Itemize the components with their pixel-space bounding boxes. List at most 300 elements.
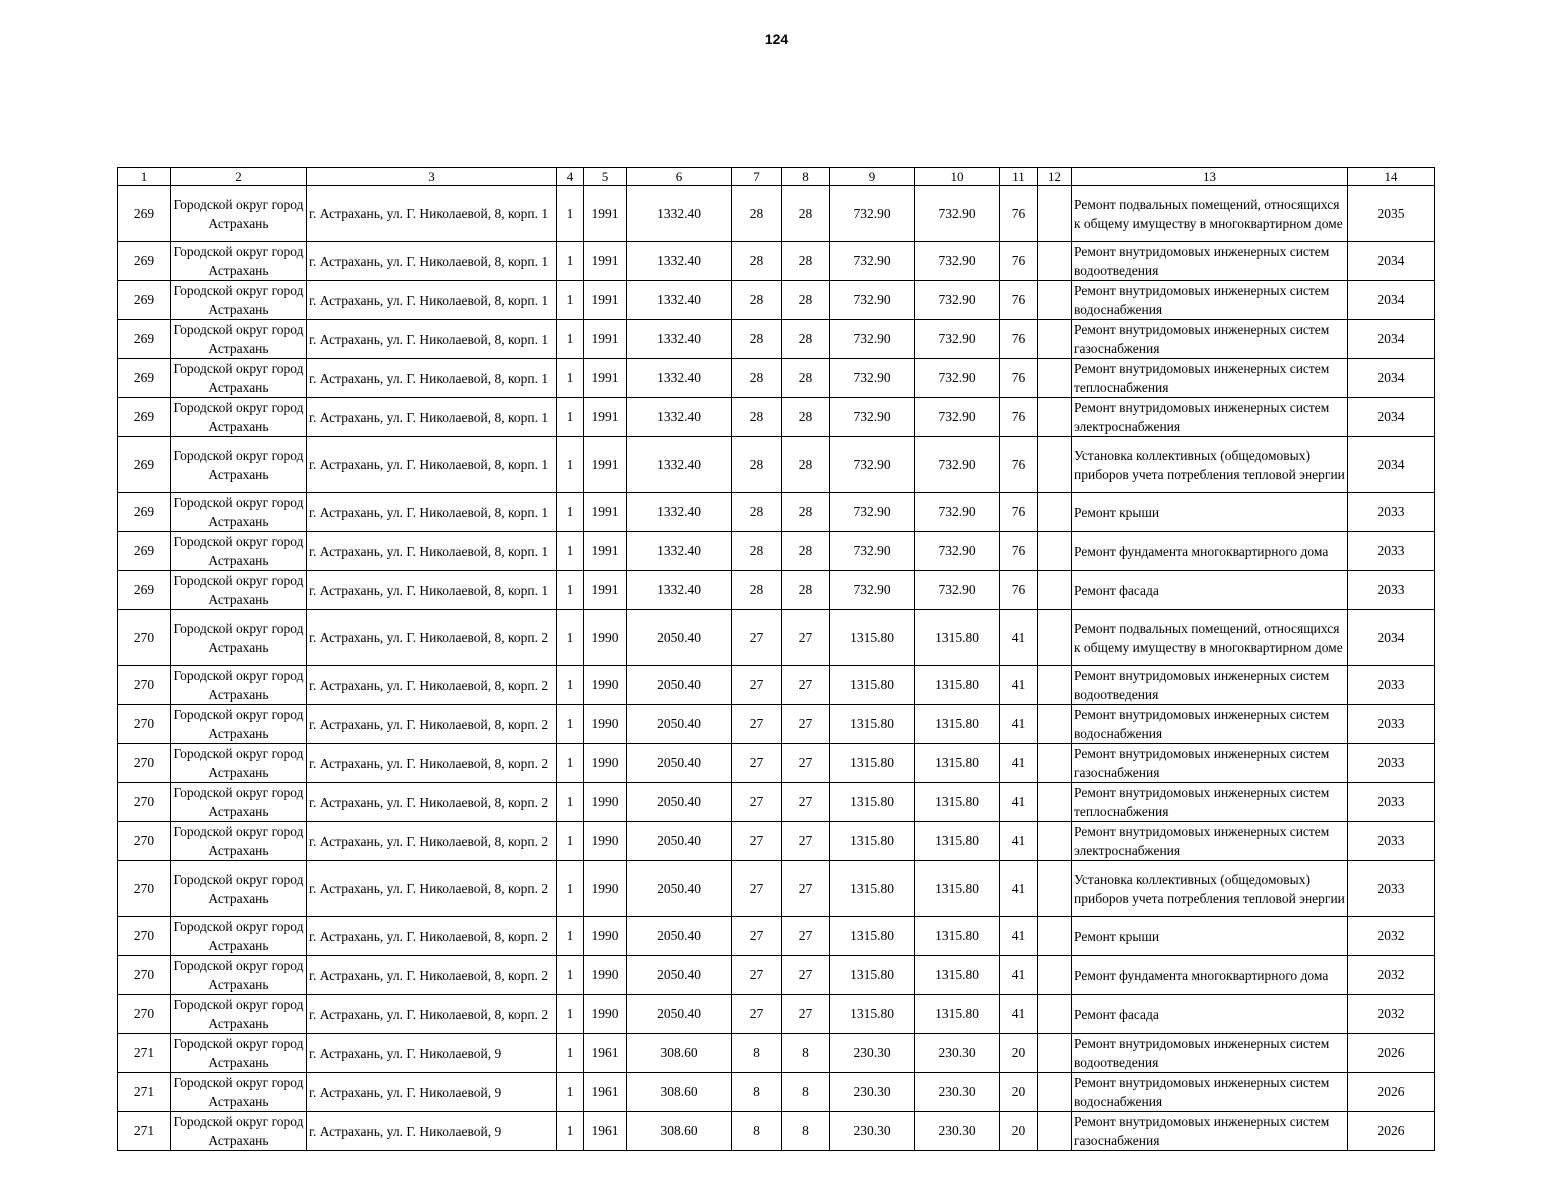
cell-col-3: г. Астрахань, ул. Г. Николаевой, 8, корп. 2 bbox=[307, 917, 557, 956]
cell-col-11: 41 bbox=[1000, 917, 1038, 956]
cell-col-7: 27 bbox=[732, 610, 782, 666]
cell-col-9: 732.90 bbox=[830, 532, 915, 571]
cell-col-10: 1315.80 bbox=[915, 610, 1000, 666]
cell-col-7: 27 bbox=[732, 705, 782, 744]
cell-col-12 bbox=[1038, 493, 1072, 532]
cell-col-10: 1315.80 bbox=[915, 861, 1000, 917]
cell-col-6: 2050.40 bbox=[627, 705, 732, 744]
cell-col-5: 1990 bbox=[584, 666, 627, 705]
cell-col-10: 230.30 bbox=[915, 1034, 1000, 1073]
cell-col-10: 732.90 bbox=[915, 437, 1000, 493]
cell-col-5: 1990 bbox=[584, 610, 627, 666]
cell-col-9: 732.90 bbox=[830, 571, 915, 610]
cell-col-9: 1315.80 bbox=[830, 610, 915, 666]
cell-col-12 bbox=[1038, 822, 1072, 861]
cell-col-10: 230.30 bbox=[915, 1112, 1000, 1151]
cell-col-2: Городской округ город Астрахань bbox=[171, 705, 307, 744]
cell-col-4: 1 bbox=[557, 610, 584, 666]
cell-col-2: Городской округ город Астрахань bbox=[171, 320, 307, 359]
cell-col-6: 1332.40 bbox=[627, 493, 732, 532]
cell-col-5: 1991 bbox=[584, 437, 627, 493]
cell-col-10: 732.90 bbox=[915, 281, 1000, 320]
cell-col-9: 1315.80 bbox=[830, 744, 915, 783]
cell-col-4: 1 bbox=[557, 705, 584, 744]
cell-col-11: 76 bbox=[1000, 281, 1038, 320]
column-number-4: 4 bbox=[557, 168, 584, 186]
cell-col-9: 1315.80 bbox=[830, 783, 915, 822]
cell-col-2: Городской округ город Астрахань bbox=[171, 1073, 307, 1112]
cell-col-14: 2034 bbox=[1348, 398, 1435, 437]
cell-col-2: Городской округ город Астрахань bbox=[171, 281, 307, 320]
cell-col-8: 28 bbox=[782, 532, 830, 571]
cell-col-6: 1332.40 bbox=[627, 320, 732, 359]
cell-col-4: 1 bbox=[557, 1073, 584, 1112]
cell-col-4: 1 bbox=[557, 186, 584, 242]
cell-col-1: 270 bbox=[118, 744, 171, 783]
cell-col-4: 1 bbox=[557, 995, 584, 1034]
column-number-9: 9 bbox=[830, 168, 915, 186]
cell-col-7: 28 bbox=[732, 281, 782, 320]
cell-col-5: 1991 bbox=[584, 493, 627, 532]
cell-col-4: 1 bbox=[557, 398, 584, 437]
cell-col-14: 2032 bbox=[1348, 956, 1435, 995]
cell-col-8: 27 bbox=[782, 744, 830, 783]
cell-col-7: 28 bbox=[732, 359, 782, 398]
cell-col-14: 2033 bbox=[1348, 571, 1435, 610]
cell-col-6: 1332.40 bbox=[627, 437, 732, 493]
cell-col-7: 27 bbox=[732, 861, 782, 917]
cell-col-2: Городской округ город Астрахань bbox=[171, 398, 307, 437]
cell-col-8: 28 bbox=[782, 281, 830, 320]
cell-col-3: г. Астрахань, ул. Г. Николаевой, 8, корп. 2 bbox=[307, 705, 557, 744]
cell-col-5: 1991 bbox=[584, 320, 627, 359]
cell-col-5: 1990 bbox=[584, 705, 627, 744]
cell-col-3: г. Астрахань, ул. Г. Николаевой, 8, корп. 1 bbox=[307, 437, 557, 493]
cell-col-10: 1315.80 bbox=[915, 744, 1000, 783]
cell-col-5: 1991 bbox=[584, 242, 627, 281]
cell-col-10: 732.90 bbox=[915, 571, 1000, 610]
cell-col-11: 76 bbox=[1000, 320, 1038, 359]
cell-col-7: 27 bbox=[732, 917, 782, 956]
cell-col-7: 28 bbox=[732, 398, 782, 437]
cell-col-13: Ремонт внутридомовых инженерных систем электроснабжения bbox=[1072, 398, 1348, 437]
cell-col-8: 28 bbox=[782, 493, 830, 532]
cell-col-8: 27 bbox=[782, 995, 830, 1034]
cell-col-11: 41 bbox=[1000, 783, 1038, 822]
cell-col-1: 270 bbox=[118, 956, 171, 995]
cell-col-14: 2034 bbox=[1348, 320, 1435, 359]
cell-col-2: Городской округ город Астрахань bbox=[171, 861, 307, 917]
cell-col-3: г. Астрахань, ул. Г. Николаевой, 8, корп. 1 bbox=[307, 242, 557, 281]
cell-col-6: 1332.40 bbox=[627, 398, 732, 437]
cell-col-13: Ремонт внутридомовых инженерных систем газоснабжения bbox=[1072, 1112, 1348, 1151]
cell-col-8: 27 bbox=[782, 666, 830, 705]
cell-col-5: 1990 bbox=[584, 861, 627, 917]
cell-col-12 bbox=[1038, 610, 1072, 666]
cell-col-11: 76 bbox=[1000, 493, 1038, 532]
cell-col-13: Ремонт внутридомовых инженерных систем водоснабжения bbox=[1072, 705, 1348, 744]
table-row bbox=[118, 744, 1435, 783]
cell-col-9: 732.90 bbox=[830, 186, 915, 242]
column-number-7: 7 bbox=[732, 168, 782, 186]
cell-col-6: 308.60 bbox=[627, 1112, 732, 1151]
cell-col-12 bbox=[1038, 783, 1072, 822]
cell-col-11: 76 bbox=[1000, 437, 1038, 493]
cell-col-10: 732.90 bbox=[915, 493, 1000, 532]
cell-col-7: 28 bbox=[732, 186, 782, 242]
cell-col-12 bbox=[1038, 917, 1072, 956]
cell-col-12 bbox=[1038, 437, 1072, 493]
cell-col-14: 2026 bbox=[1348, 1112, 1435, 1151]
cell-col-9: 1315.80 bbox=[830, 822, 915, 861]
cell-col-11: 41 bbox=[1000, 822, 1038, 861]
cell-col-3: г. Астрахань, ул. Г. Николаевой, 9 bbox=[307, 1112, 557, 1151]
cell-col-9: 732.90 bbox=[830, 242, 915, 281]
cell-col-1: 271 bbox=[118, 1112, 171, 1151]
cell-col-9: 1315.80 bbox=[830, 705, 915, 744]
cell-col-13: Установка коллективных (общедомовых) приборов учета потребления тепловой энергии bbox=[1072, 861, 1348, 917]
cell-col-5: 1990 bbox=[584, 783, 627, 822]
table-row bbox=[118, 493, 1435, 532]
table-row bbox=[118, 956, 1435, 995]
cell-col-13: Ремонт крыши bbox=[1072, 493, 1348, 532]
cell-col-14: 2026 bbox=[1348, 1034, 1435, 1073]
cell-col-5: 1991 bbox=[584, 398, 627, 437]
cell-col-1: 269 bbox=[118, 493, 171, 532]
cell-col-8: 28 bbox=[782, 359, 830, 398]
cell-col-10: 1315.80 bbox=[915, 956, 1000, 995]
cell-col-8: 27 bbox=[782, 783, 830, 822]
cell-col-14: 2033 bbox=[1348, 783, 1435, 822]
cell-col-2: Городской округ город Астрахань bbox=[171, 1034, 307, 1073]
cell-col-14: 2026 bbox=[1348, 1073, 1435, 1112]
cell-col-5: 1990 bbox=[584, 744, 627, 783]
cell-col-2: Городской округ город Астрахань bbox=[171, 956, 307, 995]
cell-col-2: Городской округ город Астрахань bbox=[171, 995, 307, 1034]
cell-col-10: 230.30 bbox=[915, 1073, 1000, 1112]
cell-col-14: 2033 bbox=[1348, 861, 1435, 917]
cell-col-12 bbox=[1038, 398, 1072, 437]
table-row bbox=[118, 532, 1435, 571]
cell-col-2: Городской округ город Астрахань bbox=[171, 744, 307, 783]
cell-col-13: Ремонт внутридомовых инженерных систем теплоснабжения bbox=[1072, 783, 1348, 822]
cell-col-5: 1991 bbox=[584, 186, 627, 242]
cell-col-4: 1 bbox=[557, 532, 584, 571]
cell-col-10: 1315.80 bbox=[915, 705, 1000, 744]
capital-repair-table bbox=[117, 167, 1435, 1151]
cell-col-1: 270 bbox=[118, 783, 171, 822]
cell-col-6: 1332.40 bbox=[627, 281, 732, 320]
cell-col-4: 1 bbox=[557, 1034, 584, 1073]
cell-col-13: Ремонт внутридомовых инженерных систем водоснабжения bbox=[1072, 1073, 1348, 1112]
column-number-13: 13 bbox=[1072, 168, 1348, 186]
cell-col-11: 41 bbox=[1000, 956, 1038, 995]
cell-col-12 bbox=[1038, 1112, 1072, 1151]
cell-col-13: Ремонт внутридомовых инженерных систем теплоснабжения bbox=[1072, 359, 1348, 398]
cell-col-3: г. Астрахань, ул. Г. Николаевой, 8, корп. 1 bbox=[307, 532, 557, 571]
cell-col-11: 41 bbox=[1000, 666, 1038, 705]
page-number: 124 bbox=[764, 31, 789, 47]
cell-col-1: 269 bbox=[118, 242, 171, 281]
table-row bbox=[118, 242, 1435, 281]
cell-col-5: 1991 bbox=[584, 571, 627, 610]
table-row bbox=[118, 705, 1435, 744]
cell-col-13: Ремонт внутридомовых инженерных систем водоснабжения bbox=[1072, 281, 1348, 320]
cell-col-7: 28 bbox=[732, 571, 782, 610]
cell-col-5: 1991 bbox=[584, 281, 627, 320]
cell-col-12 bbox=[1038, 744, 1072, 783]
cell-col-3: г. Астрахань, ул. Г. Николаевой, 8, корп. 2 bbox=[307, 666, 557, 705]
cell-col-12 bbox=[1038, 1034, 1072, 1073]
cell-col-7: 8 bbox=[732, 1034, 782, 1073]
cell-col-12 bbox=[1038, 281, 1072, 320]
table-row bbox=[118, 571, 1435, 610]
table-row bbox=[118, 186, 1435, 242]
cell-col-3: г. Астрахань, ул. Г. Николаевой, 8, корп. 1 bbox=[307, 398, 557, 437]
cell-col-12 bbox=[1038, 571, 1072, 610]
column-number-row bbox=[118, 168, 1435, 186]
cell-col-6: 1332.40 bbox=[627, 571, 732, 610]
cell-col-7: 27 bbox=[732, 956, 782, 995]
cell-col-1: 271 bbox=[118, 1034, 171, 1073]
cell-col-10: 732.90 bbox=[915, 532, 1000, 571]
cell-col-11: 41 bbox=[1000, 705, 1038, 744]
column-number-12: 12 bbox=[1038, 168, 1072, 186]
cell-col-12 bbox=[1038, 532, 1072, 571]
cell-col-9: 230.30 bbox=[830, 1034, 915, 1073]
cell-col-1: 269 bbox=[118, 437, 171, 493]
table-row bbox=[118, 1112, 1435, 1151]
cell-col-1: 269 bbox=[118, 320, 171, 359]
cell-col-2: Городской округ город Астрахань bbox=[171, 783, 307, 822]
cell-col-1: 270 bbox=[118, 822, 171, 861]
cell-col-1: 270 bbox=[118, 861, 171, 917]
cell-col-14: 2033 bbox=[1348, 666, 1435, 705]
cell-col-9: 1315.80 bbox=[830, 995, 915, 1034]
cell-col-13: Ремонт подвальных помещений, относящихся к общему имуществу в многоквартирном доме bbox=[1072, 610, 1348, 666]
cell-col-12 bbox=[1038, 956, 1072, 995]
cell-col-7: 8 bbox=[732, 1073, 782, 1112]
cell-col-8: 28 bbox=[782, 320, 830, 359]
cell-col-7: 8 bbox=[732, 1112, 782, 1151]
column-number-2: 2 bbox=[171, 168, 307, 186]
table-row bbox=[118, 1034, 1435, 1073]
cell-col-14: 2033 bbox=[1348, 822, 1435, 861]
cell-col-10: 732.90 bbox=[915, 186, 1000, 242]
cell-col-9: 732.90 bbox=[830, 493, 915, 532]
cell-col-9: 1315.80 bbox=[830, 861, 915, 917]
cell-col-4: 1 bbox=[557, 917, 584, 956]
cell-col-14: 2035 bbox=[1348, 186, 1435, 242]
cell-col-4: 1 bbox=[557, 571, 584, 610]
cell-col-4: 1 bbox=[557, 783, 584, 822]
cell-col-4: 1 bbox=[557, 437, 584, 493]
cell-col-3: г. Астрахань, ул. Г. Николаевой, 9 bbox=[307, 1034, 557, 1073]
cell-col-10: 1315.80 bbox=[915, 783, 1000, 822]
cell-col-1: 269 bbox=[118, 398, 171, 437]
cell-col-5: 1961 bbox=[584, 1073, 627, 1112]
column-number-1: 1 bbox=[118, 168, 171, 186]
cell-col-8: 8 bbox=[782, 1073, 830, 1112]
cell-col-14: 2034 bbox=[1348, 359, 1435, 398]
column-number-3: 3 bbox=[307, 168, 557, 186]
cell-col-13: Ремонт крыши bbox=[1072, 917, 1348, 956]
cell-col-12 bbox=[1038, 359, 1072, 398]
cell-col-9: 1315.80 bbox=[830, 917, 915, 956]
cell-col-6: 1332.40 bbox=[627, 186, 732, 242]
table-row bbox=[118, 995, 1435, 1034]
cell-col-1: 270 bbox=[118, 995, 171, 1034]
cell-col-2: Городской округ город Астрахань bbox=[171, 359, 307, 398]
cell-col-8: 8 bbox=[782, 1112, 830, 1151]
cell-col-4: 1 bbox=[557, 493, 584, 532]
cell-col-12 bbox=[1038, 705, 1072, 744]
cell-col-1: 269 bbox=[118, 359, 171, 398]
cell-col-3: г. Астрахань, ул. Г. Николаевой, 8, корп. 1 bbox=[307, 359, 557, 398]
cell-col-3: г. Астрахань, ул. Г. Николаевой, 8, корп. 1 bbox=[307, 493, 557, 532]
cell-col-12 bbox=[1038, 666, 1072, 705]
cell-col-8: 28 bbox=[782, 571, 830, 610]
table-row bbox=[118, 917, 1435, 956]
cell-col-4: 1 bbox=[557, 281, 584, 320]
cell-col-9: 732.90 bbox=[830, 281, 915, 320]
table-row bbox=[118, 666, 1435, 705]
cell-col-4: 1 bbox=[557, 666, 584, 705]
cell-col-12 bbox=[1038, 242, 1072, 281]
cell-col-12 bbox=[1038, 320, 1072, 359]
cell-col-8: 28 bbox=[782, 242, 830, 281]
cell-col-11: 41 bbox=[1000, 861, 1038, 917]
column-number-5: 5 bbox=[584, 168, 627, 186]
cell-col-13: Ремонт внутридомовых инженерных систем газоснабжения bbox=[1072, 744, 1348, 783]
cell-col-6: 2050.40 bbox=[627, 917, 732, 956]
cell-col-13: Ремонт фундамента многоквартирного дома bbox=[1072, 532, 1348, 571]
cell-col-13: Ремонт внутридомовых инженерных систем электроснабжения bbox=[1072, 822, 1348, 861]
cell-col-14: 2033 bbox=[1348, 493, 1435, 532]
cell-col-13: Ремонт фасада bbox=[1072, 571, 1348, 610]
cell-col-13: Ремонт подвальных помещений, относящихся к общему имуществу в многоквартирном доме bbox=[1072, 186, 1348, 242]
cell-col-11: 76 bbox=[1000, 398, 1038, 437]
table-row bbox=[118, 1073, 1435, 1112]
cell-col-10: 1315.80 bbox=[915, 822, 1000, 861]
cell-col-4: 1 bbox=[557, 242, 584, 281]
cell-col-12 bbox=[1038, 1073, 1072, 1112]
cell-col-1: 269 bbox=[118, 532, 171, 571]
cell-col-13: Установка коллективных (общедомовых) приборов учета потребления тепловой энергии bbox=[1072, 437, 1348, 493]
table-row bbox=[118, 783, 1435, 822]
cell-col-2: Городской округ город Астрахань bbox=[171, 242, 307, 281]
cell-col-7: 27 bbox=[732, 783, 782, 822]
cell-col-1: 271 bbox=[118, 1073, 171, 1112]
cell-col-8: 28 bbox=[782, 437, 830, 493]
cell-col-3: г. Астрахань, ул. Г. Николаевой, 8, корп. 2 bbox=[307, 610, 557, 666]
cell-col-9: 1315.80 bbox=[830, 956, 915, 995]
cell-col-4: 1 bbox=[557, 956, 584, 995]
cell-col-6: 2050.40 bbox=[627, 783, 732, 822]
cell-col-11: 20 bbox=[1000, 1034, 1038, 1073]
cell-col-11: 20 bbox=[1000, 1073, 1038, 1112]
cell-col-6: 1332.40 bbox=[627, 242, 732, 281]
cell-col-14: 2033 bbox=[1348, 532, 1435, 571]
cell-col-7: 28 bbox=[732, 437, 782, 493]
cell-col-13: Ремонт фундамента многоквартирного дома bbox=[1072, 956, 1348, 995]
cell-col-3: г. Астрахань, ул. Г. Николаевой, 8, корп. 1 bbox=[307, 320, 557, 359]
cell-col-9: 230.30 bbox=[830, 1073, 915, 1112]
cell-col-13: Ремонт внутридомовых инженерных систем водоотведения bbox=[1072, 666, 1348, 705]
cell-col-8: 27 bbox=[782, 610, 830, 666]
cell-col-6: 2050.40 bbox=[627, 956, 732, 995]
table-body bbox=[118, 186, 1435, 1151]
cell-col-3: г. Астрахань, ул. Г. Николаевой, 8, корп. 2 bbox=[307, 783, 557, 822]
cell-col-2: Городской округ город Астрахань bbox=[171, 917, 307, 956]
cell-col-8: 28 bbox=[782, 186, 830, 242]
cell-col-6: 308.60 bbox=[627, 1073, 732, 1112]
column-number-6: 6 bbox=[627, 168, 732, 186]
cell-col-5: 1961 bbox=[584, 1112, 627, 1151]
cell-col-3: г. Астрахань, ул. Г. Николаевой, 8, корп. 1 bbox=[307, 186, 557, 242]
cell-col-14: 2032 bbox=[1348, 917, 1435, 956]
cell-col-2: Городской округ город Астрахань bbox=[171, 822, 307, 861]
cell-col-14: 2033 bbox=[1348, 744, 1435, 783]
cell-col-3: г. Астрахань, ул. Г. Николаевой, 8, корп. 1 bbox=[307, 281, 557, 320]
cell-col-2: Городской округ город Астрахань bbox=[171, 186, 307, 242]
cell-col-8: 27 bbox=[782, 705, 830, 744]
column-number-14: 14 bbox=[1348, 168, 1435, 186]
column-number-8: 8 bbox=[782, 168, 830, 186]
table-row bbox=[118, 320, 1435, 359]
cell-col-13: Ремонт фасада bbox=[1072, 995, 1348, 1034]
cell-col-5: 1990 bbox=[584, 956, 627, 995]
cell-col-14: 2033 bbox=[1348, 705, 1435, 744]
table-row bbox=[118, 822, 1435, 861]
cell-col-6: 2050.40 bbox=[627, 744, 732, 783]
cell-col-8: 27 bbox=[782, 822, 830, 861]
cell-col-3: г. Астрахань, ул. Г. Николаевой, 8, корп. 2 bbox=[307, 744, 557, 783]
cell-col-12 bbox=[1038, 861, 1072, 917]
cell-col-12 bbox=[1038, 995, 1072, 1034]
cell-col-13: Ремонт внутридомовых инженерных систем водоотведения bbox=[1072, 1034, 1348, 1073]
cell-col-11: 20 bbox=[1000, 1112, 1038, 1151]
cell-col-14: 2032 bbox=[1348, 995, 1435, 1034]
cell-col-5: 1990 bbox=[584, 822, 627, 861]
cell-col-6: 2050.40 bbox=[627, 666, 732, 705]
cell-col-11: 41 bbox=[1000, 610, 1038, 666]
cell-col-13: Ремонт внутридомовых инженерных систем газоснабжения bbox=[1072, 320, 1348, 359]
cell-col-2: Городской округ город Астрахань bbox=[171, 571, 307, 610]
cell-col-10: 732.90 bbox=[915, 359, 1000, 398]
cell-col-7: 27 bbox=[732, 995, 782, 1034]
cell-col-2: Городской округ город Астрахань bbox=[171, 437, 307, 493]
cell-col-11: 41 bbox=[1000, 995, 1038, 1034]
column-number-11: 11 bbox=[1000, 168, 1038, 186]
cell-col-2: Городской округ город Астрахань bbox=[171, 532, 307, 571]
cell-col-10: 1315.80 bbox=[915, 995, 1000, 1034]
cell-col-5: 1990 bbox=[584, 995, 627, 1034]
cell-col-11: 76 bbox=[1000, 571, 1038, 610]
cell-col-2: Городской округ город Астрахань bbox=[171, 610, 307, 666]
cell-col-3: г. Астрахань, ул. Г. Николаевой, 9 bbox=[307, 1073, 557, 1112]
cell-col-4: 1 bbox=[557, 320, 584, 359]
cell-col-14: 2034 bbox=[1348, 281, 1435, 320]
cell-col-5: 1991 bbox=[584, 359, 627, 398]
cell-col-7: 27 bbox=[732, 744, 782, 783]
table-row bbox=[118, 398, 1435, 437]
cell-col-1: 270 bbox=[118, 917, 171, 956]
cell-col-10: 1315.80 bbox=[915, 666, 1000, 705]
cell-col-3: г. Астрахань, ул. Г. Николаевой, 8, корп. 2 bbox=[307, 861, 557, 917]
cell-col-2: Городской округ город Астрахань bbox=[171, 1112, 307, 1151]
cell-col-14: 2034 bbox=[1348, 610, 1435, 666]
